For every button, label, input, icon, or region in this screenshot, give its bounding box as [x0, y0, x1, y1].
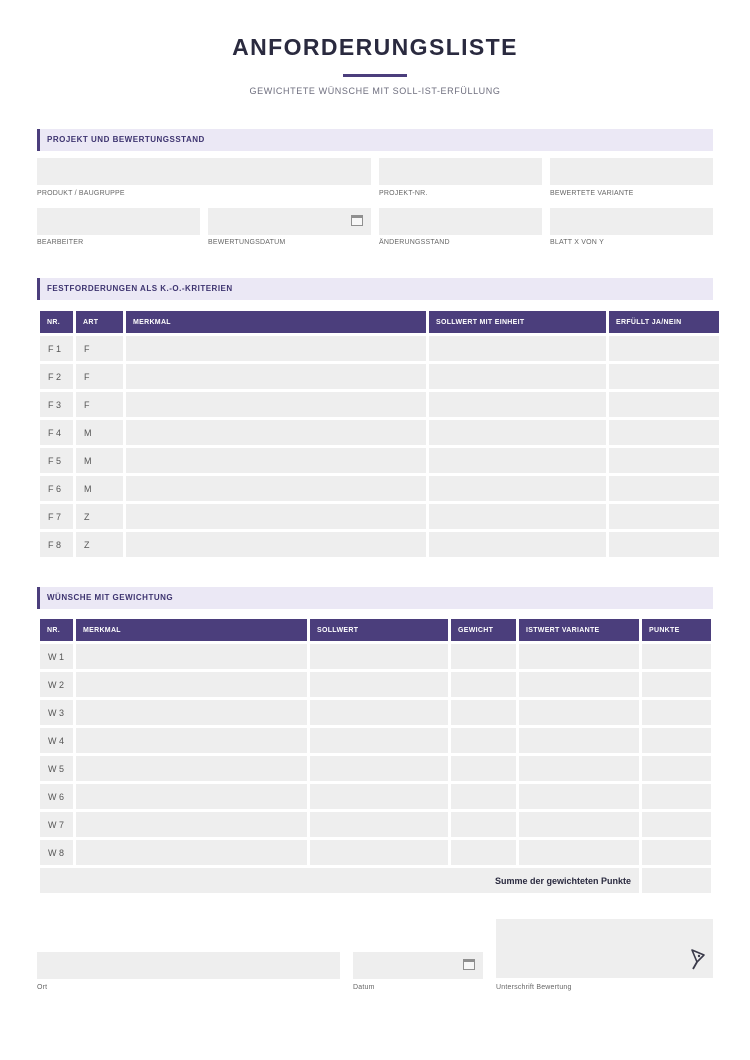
sollwert-cell[interactable]	[310, 784, 448, 809]
merkmal-cell[interactable]	[126, 336, 426, 361]
gewicht-cell[interactable]	[451, 812, 516, 837]
punkte-cell[interactable]	[642, 728, 711, 753]
pen-nib-icon	[690, 948, 706, 970]
row-art: F	[76, 392, 123, 417]
table-row	[40, 700, 711, 725]
sollwert-cell[interactable]	[310, 672, 448, 697]
istwert-cell[interactable]	[519, 812, 639, 837]
punkte-cell[interactable]	[642, 700, 711, 725]
column-header-merkmal: MERKMAL	[126, 311, 426, 333]
column-header-istwert: ISTWERT VARIANTE	[519, 619, 639, 641]
sollwert-cell[interactable]	[310, 700, 448, 725]
istwert-cell[interactable]	[519, 728, 639, 753]
istwert-cell[interactable]	[519, 672, 639, 697]
fixed-requirements-table	[37, 308, 722, 560]
gewicht-cell[interactable]	[451, 644, 516, 669]
punkte-cell[interactable]	[642, 672, 711, 697]
table-row	[40, 644, 711, 669]
row-nr: F 7	[40, 504, 73, 529]
row-art: F	[76, 336, 123, 361]
calendar-icon[interactable]	[351, 215, 363, 226]
merkmal-cell[interactable]	[76, 700, 307, 725]
merkmal-cell[interactable]	[76, 672, 307, 697]
section-fixed-header	[37, 278, 713, 300]
sollwert-cell[interactable]	[310, 756, 448, 781]
merkmal-cell[interactable]	[76, 728, 307, 753]
column-header-sollwert: SOLLWERT	[310, 619, 448, 641]
erfuellt-cell[interactable]	[609, 504, 719, 529]
row-nr: F 5	[40, 448, 73, 473]
istwert-cell[interactable]	[519, 784, 639, 809]
column-header-punkte: PUNKTE	[642, 619, 711, 641]
table-row	[40, 476, 719, 501]
gewicht-cell[interactable]	[451, 728, 516, 753]
eval-date-label: BEWERTUNGSDATUM	[208, 239, 286, 246]
sollwert-cell[interactable]	[429, 448, 606, 473]
merkmal-cell[interactable]	[126, 364, 426, 389]
revision-label: ÄNDERUNGSSTAND	[379, 239, 450, 246]
merkmal-cell[interactable]	[76, 644, 307, 669]
row-nr: W 3	[40, 700, 73, 725]
sheet-field[interactable]	[550, 208, 713, 235]
table-row	[40, 532, 719, 557]
merkmal-cell[interactable]	[76, 784, 307, 809]
editor-field[interactable]	[37, 208, 200, 235]
sollwert-cell[interactable]	[429, 364, 606, 389]
table-row	[40, 728, 711, 753]
place-field[interactable]	[37, 952, 340, 979]
variant-label: BEWERTETE VARIANTE	[550, 190, 634, 197]
column-header-gewicht: GEWICHT	[451, 619, 516, 641]
erfuellt-cell[interactable]	[609, 336, 719, 361]
istwert-cell[interactable]	[519, 644, 639, 669]
merkmal-cell[interactable]	[126, 504, 426, 529]
page-subtitle: GEWICHTETE WÜNSCHE MIT SOLL-IST-ERFÜLLUNG	[249, 86, 501, 96]
section-project-title: PROJEKT UND BEWERTUNGSSTAND	[47, 135, 205, 144]
erfuellt-cell[interactable]	[609, 532, 719, 557]
sollwert-cell[interactable]	[429, 476, 606, 501]
sollwert-cell[interactable]	[310, 840, 448, 865]
sollwert-cell[interactable]	[310, 644, 448, 669]
row-nr: F 6	[40, 476, 73, 501]
table-row	[40, 392, 719, 417]
erfuellt-cell[interactable]	[609, 476, 719, 501]
row-art: M	[76, 476, 123, 501]
column-header-merkmal: MERKMAL	[76, 619, 307, 641]
table-row	[40, 812, 711, 837]
sollwert-cell[interactable]	[310, 812, 448, 837]
product-field[interactable]	[37, 158, 371, 185]
column-header-erfuellt: ERFÜLLT JA/NEIN	[609, 311, 719, 333]
sum-label: Summe der gewichteten Punkte	[40, 868, 639, 893]
table-row	[40, 784, 711, 809]
erfuellt-cell[interactable]	[609, 420, 719, 445]
gewicht-cell[interactable]	[451, 784, 516, 809]
page-title: ANFORDERUNGSLISTE	[232, 34, 518, 60]
date-label: Datum	[353, 984, 375, 991]
sollwert-cell[interactable]	[310, 728, 448, 753]
row-art: M	[76, 448, 123, 473]
row-nr: F 4	[40, 420, 73, 445]
calendar-icon[interactable]	[463, 959, 475, 970]
row-art: Z	[76, 532, 123, 557]
table-row	[40, 840, 711, 865]
merkmal-cell[interactable]	[126, 476, 426, 501]
section-project-header	[37, 129, 713, 151]
row-nr: W 7	[40, 812, 73, 837]
column-header-art: ART	[76, 311, 123, 333]
row-nr: W 5	[40, 756, 73, 781]
row-art: F	[76, 364, 123, 389]
title-divider	[343, 74, 407, 77]
sollwert-cell[interactable]	[429, 392, 606, 417]
signature-field[interactable]	[496, 919, 713, 978]
sollwert-cell[interactable]	[429, 532, 606, 557]
sum-points-cell[interactable]	[642, 868, 711, 893]
istwert-cell[interactable]	[519, 756, 639, 781]
column-header-nr: NR.	[40, 619, 73, 641]
merkmal-cell[interactable]	[126, 532, 426, 557]
table-row	[40, 336, 719, 361]
row-nr: W 4	[40, 728, 73, 753]
gewicht-cell[interactable]	[451, 700, 516, 725]
column-header-nr: NR.	[40, 311, 73, 333]
merkmal-cell[interactable]	[76, 840, 307, 865]
table-row	[40, 364, 719, 389]
row-nr: F 3	[40, 392, 73, 417]
date-field[interactable]	[353, 952, 483, 979]
punkte-cell[interactable]	[642, 812, 711, 837]
merkmal-cell[interactable]	[126, 392, 426, 417]
sollwert-cell[interactable]	[429, 504, 606, 529]
erfuellt-cell[interactable]	[609, 392, 719, 417]
gewicht-cell[interactable]	[451, 672, 516, 697]
table-row	[40, 420, 719, 445]
row-nr: W 8	[40, 840, 73, 865]
row-nr: F 8	[40, 532, 73, 557]
table-row	[40, 672, 711, 697]
table-row	[40, 504, 719, 529]
punkte-cell[interactable]	[642, 784, 711, 809]
istwert-cell[interactable]	[519, 840, 639, 865]
sollwert-cell[interactable]	[429, 336, 606, 361]
sheet-label: BLATT X VON Y	[550, 239, 604, 246]
column-header-sollwert: SOLLWERT MIT EINHEIT	[429, 311, 606, 333]
weighted-wishes-table	[37, 616, 714, 896]
eval-date-field[interactable]	[208, 208, 371, 235]
row-nr: F 2	[40, 364, 73, 389]
istwert-cell[interactable]	[519, 700, 639, 725]
erfuellt-cell[interactable]	[609, 448, 719, 473]
sum-row	[40, 868, 711, 893]
sollwert-cell[interactable]	[429, 420, 606, 445]
table-row	[40, 448, 719, 473]
section-fixed-title: FESTFORDERUNGEN ALS K.-O.-KRITERIEN	[47, 284, 233, 293]
project-no-label: PROJEKT-NR.	[379, 190, 428, 197]
row-nr: W 1	[40, 644, 73, 669]
section-wishes-title: WÜNSCHE MIT GEWICHTUNG	[47, 593, 174, 602]
signature-label: Unterschrift Bewertung	[496, 984, 572, 991]
merkmal-cell[interactable]	[76, 812, 307, 837]
place-label: Ort	[37, 984, 48, 991]
editor-label: BEARBEITER	[37, 239, 84, 246]
product-label: PRODUKT / BAUGRUPPE	[37, 190, 125, 197]
erfuellt-cell[interactable]	[609, 364, 719, 389]
row-nr: W 6	[40, 784, 73, 809]
row-nr: F 1	[40, 336, 73, 361]
punkte-cell[interactable]	[642, 644, 711, 669]
gewicht-cell[interactable]	[451, 756, 516, 781]
punkte-cell[interactable]	[642, 756, 711, 781]
merkmal-cell[interactable]	[76, 756, 307, 781]
row-nr: W 2	[40, 672, 73, 697]
project-no-field[interactable]	[379, 158, 542, 185]
row-art: M	[76, 420, 123, 445]
merkmal-cell[interactable]	[126, 448, 426, 473]
variant-field[interactable]	[550, 158, 713, 185]
punkte-cell[interactable]	[642, 840, 711, 865]
table-row	[40, 756, 711, 781]
section-wishes-header	[37, 587, 713, 609]
gewicht-cell[interactable]	[451, 840, 516, 865]
merkmal-cell[interactable]	[126, 420, 426, 445]
row-art: Z	[76, 504, 123, 529]
revision-field[interactable]	[379, 208, 542, 235]
